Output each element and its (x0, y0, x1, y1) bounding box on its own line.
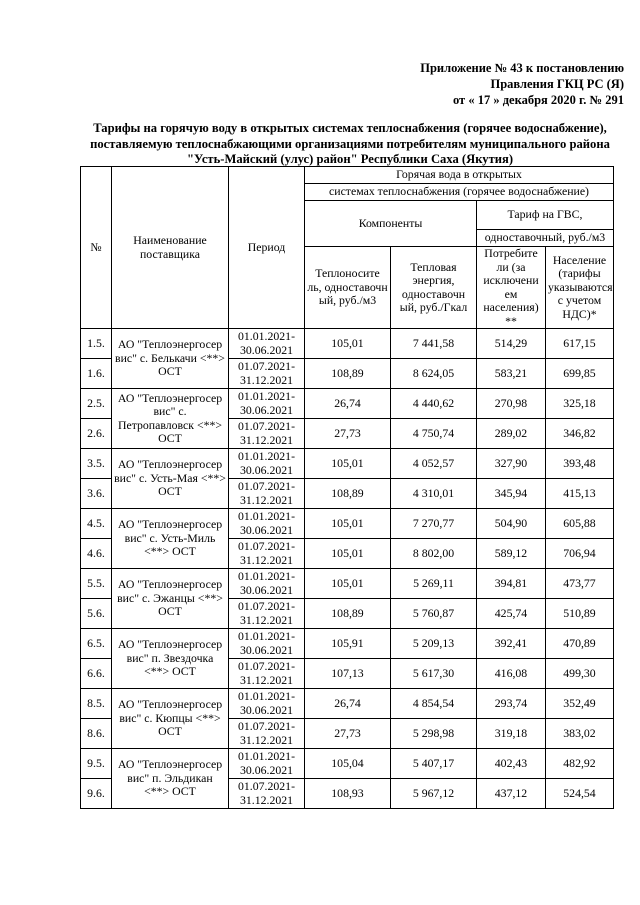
consumers-value: 293,74 (477, 689, 546, 719)
population-value: 470,89 (546, 629, 614, 659)
table-row (81, 689, 614, 719)
period-cell: 01.01.2021-30.06.2021 (229, 509, 305, 539)
title-line: поставляемую теплоснабжающими организациями потребителям муниципального района (90, 136, 610, 151)
consumers-value: 416,08 (477, 659, 546, 689)
energy-value: 5 617,30 (391, 659, 477, 689)
period-cell: 01.01.2021-30.06.2021 (229, 389, 305, 419)
consumers-value: 394,81 (477, 569, 546, 599)
consumers-value: 392,41 (477, 629, 546, 659)
supplier-name: АО "Теплоэнергосер вис" п. Звездочка <**> ОСТ (112, 629, 229, 689)
appendix-line: Приложение № 43 к постановлению (420, 61, 624, 75)
appendix-line: от « 17 » декабря 2020 г. № 291 (452, 93, 624, 107)
carrier-value: 27,73 (305, 419, 391, 449)
consumers-value: 345,94 (477, 479, 546, 509)
table-row (81, 569, 614, 599)
energy-value: 4 750,74 (391, 419, 477, 449)
energy-value: 8 624,05 (391, 359, 477, 389)
carrier-value: 26,74 (305, 689, 391, 719)
consumers-value: 319,18 (477, 719, 546, 749)
carrier-value: 105,01 (305, 539, 391, 569)
population-value: 617,15 (546, 329, 614, 359)
energy-value: 7 441,58 (391, 329, 477, 359)
carrier-value: 105,01 (305, 329, 391, 359)
consumers-value: 437,12 (477, 779, 546, 809)
table-row (81, 629, 614, 659)
header-supplier: Наименование поставщика (112, 167, 229, 329)
row-number: 2.6. (81, 419, 112, 449)
row-number: 6.5. (81, 629, 112, 659)
carrier-value: 108,93 (305, 779, 391, 809)
header-gvs-tariff: Тариф на ГВС, (477, 201, 614, 230)
period-cell: 01.07.2021-31.12.2021 (229, 779, 305, 809)
energy-value: 4 310,01 (391, 479, 477, 509)
population-value: 499,30 (546, 659, 614, 689)
energy-value: 5 760,87 (391, 599, 477, 629)
header-group: системах теплоснабжения (горячее водоснабжение) (305, 184, 614, 201)
period-cell: 01.07.2021-31.12.2021 (229, 479, 305, 509)
supplier-name: АО "Теплоэнергосер вис" с. Кюпцы <**> ОСТ (112, 689, 229, 749)
supplier-name: АО "Теплоэнергосер вис" с. Усть-Миль <**> ОСТ (112, 509, 229, 569)
consumers-value: 583,21 (477, 359, 546, 389)
carrier-value: 107,13 (305, 659, 391, 689)
period-cell: 01.01.2021-30.06.2021 (229, 569, 305, 599)
appendix-header (420, 60, 624, 108)
header-period: Период (229, 167, 305, 329)
carrier-value: 108,89 (305, 359, 391, 389)
row-number: 9.6. (81, 779, 112, 809)
period-cell: 01.01.2021-30.06.2021 (229, 449, 305, 479)
population-value: 383,02 (546, 719, 614, 749)
supplier-name: АО "Теплоэнергосер вис" с. Эжанцы <**> ОСТ (112, 569, 229, 629)
carrier-value: 105,01 (305, 509, 391, 539)
header-carrier: Теплоносите ль, одноставочн ый, руб./м3 (305, 247, 391, 329)
document-title (72, 121, 628, 168)
row-number: 5.6. (81, 599, 112, 629)
consumers-value: 504,90 (477, 509, 546, 539)
population-value: 699,85 (546, 359, 614, 389)
supplier-name: АО "Теплоэнергосер вис" п. Эльдикан <**> ОСТ (112, 749, 229, 809)
header-population: Население (тарифы указываются с учетом НДС)* (546, 247, 614, 329)
period-cell: 01.01.2021-30.06.2021 (229, 749, 305, 779)
row-number: 1.6. (81, 359, 112, 389)
energy-value: 8 802,00 (391, 539, 477, 569)
table-row (81, 389, 614, 419)
supplier-name: АО "Теплоэнергосер вис" с. Петропавловск <**> ОСТ (112, 389, 229, 449)
carrier-value: 27,73 (305, 719, 391, 749)
consumers-value: 270,98 (477, 389, 546, 419)
row-number: 8.5. (81, 689, 112, 719)
consumers-value: 402,43 (477, 749, 546, 779)
consumers-value: 514,29 (477, 329, 546, 359)
row-number: 1.5. (81, 329, 112, 359)
carrier-value: 105,91 (305, 629, 391, 659)
consumers-value: 589,12 (477, 539, 546, 569)
energy-value: 5 209,13 (391, 629, 477, 659)
carrier-value: 105,01 (305, 569, 391, 599)
population-value: 473,77 (546, 569, 614, 599)
energy-value: 4 854,54 (391, 689, 477, 719)
header-consumers: Потребите ли (за исключени ем населения) ** (477, 247, 546, 329)
carrier-value: 108,89 (305, 479, 391, 509)
population-value: 415,13 (546, 479, 614, 509)
table-row (81, 449, 614, 479)
energy-value: 5 967,12 (391, 779, 477, 809)
row-number: 4.6. (81, 539, 112, 569)
period-cell: 01.07.2021-31.12.2021 (229, 599, 305, 629)
row-number: 9.5. (81, 749, 112, 779)
population-value: 393,48 (546, 449, 614, 479)
consumers-value: 289,02 (477, 419, 546, 449)
appendix-line: Правления ГКЦ РС (Я) (490, 77, 624, 91)
population-value: 352,49 (546, 689, 614, 719)
carrier-value: 26,74 (305, 389, 391, 419)
row-number: 2.5. (81, 389, 112, 419)
tariff-table (80, 166, 614, 809)
period-cell: 01.01.2021-30.06.2021 (229, 689, 305, 719)
carrier-value: 105,04 (305, 749, 391, 779)
row-number: 3.5. (81, 449, 112, 479)
energy-value: 5 269,11 (391, 569, 477, 599)
table-row (81, 329, 614, 359)
carrier-value: 105,01 (305, 449, 391, 479)
supplier-name: АО "Теплоэнергосер вис" с. Усть-Мая <**> ОСТ (112, 449, 229, 509)
header-energy: Тепловая энергия, одноставочн ый, руб./Гкал (391, 247, 477, 329)
table-row (81, 509, 614, 539)
energy-value: 5 298,98 (391, 719, 477, 749)
period-cell: 01.01.2021-30.06.2021 (229, 629, 305, 659)
period-cell: 01.07.2021-31.12.2021 (229, 419, 305, 449)
consumers-value: 425,74 (477, 599, 546, 629)
energy-value: 7 270,77 (391, 509, 477, 539)
row-number: 5.5. (81, 569, 112, 599)
title-line: "Усть-Майский (улус) район" Республики Саха (Якутия) (186, 152, 514, 166)
header-num: № (81, 167, 112, 329)
header-gvs-unit: одноставочный, руб./м3 (477, 230, 614, 247)
period-cell: 01.07.2021-31.12.2021 (229, 659, 305, 689)
title-line: Тарифы на горячую воду в открытых системах теплоснабжения (горячее водоснабжение), (93, 121, 607, 135)
row-number: 4.5. (81, 509, 112, 539)
period-cell: 01.07.2021-31.12.2021 (229, 539, 305, 569)
period-cell: 01.07.2021-31.12.2021 (229, 719, 305, 749)
row-number: 3.6. (81, 479, 112, 509)
row-number: 6.6. (81, 659, 112, 689)
energy-value: 4 052,57 (391, 449, 477, 479)
population-value: 482,92 (546, 749, 614, 779)
table-row (81, 749, 614, 779)
population-value: 325,18 (546, 389, 614, 419)
row-number: 8.6. (81, 719, 112, 749)
population-value: 510,89 (546, 599, 614, 629)
energy-value: 4 440,62 (391, 389, 477, 419)
population-value: 706,94 (546, 539, 614, 569)
header-group: Горячая вода в открытых (305, 167, 614, 184)
population-value: 605,88 (546, 509, 614, 539)
carrier-value: 108,89 (305, 599, 391, 629)
supplier-name: АО "Теплоэнергосер вис" с. Белькачи <**> ОСТ (112, 329, 229, 389)
period-cell: 01.07.2021-31.12.2021 (229, 359, 305, 389)
energy-value: 5 407,17 (391, 749, 477, 779)
consumers-value: 327,90 (477, 449, 546, 479)
population-value: 346,82 (546, 419, 614, 449)
population-value: 524,54 (546, 779, 614, 809)
header-components: Компоненты (305, 201, 477, 247)
period-cell: 01.01.2021-30.06.2021 (229, 329, 305, 359)
